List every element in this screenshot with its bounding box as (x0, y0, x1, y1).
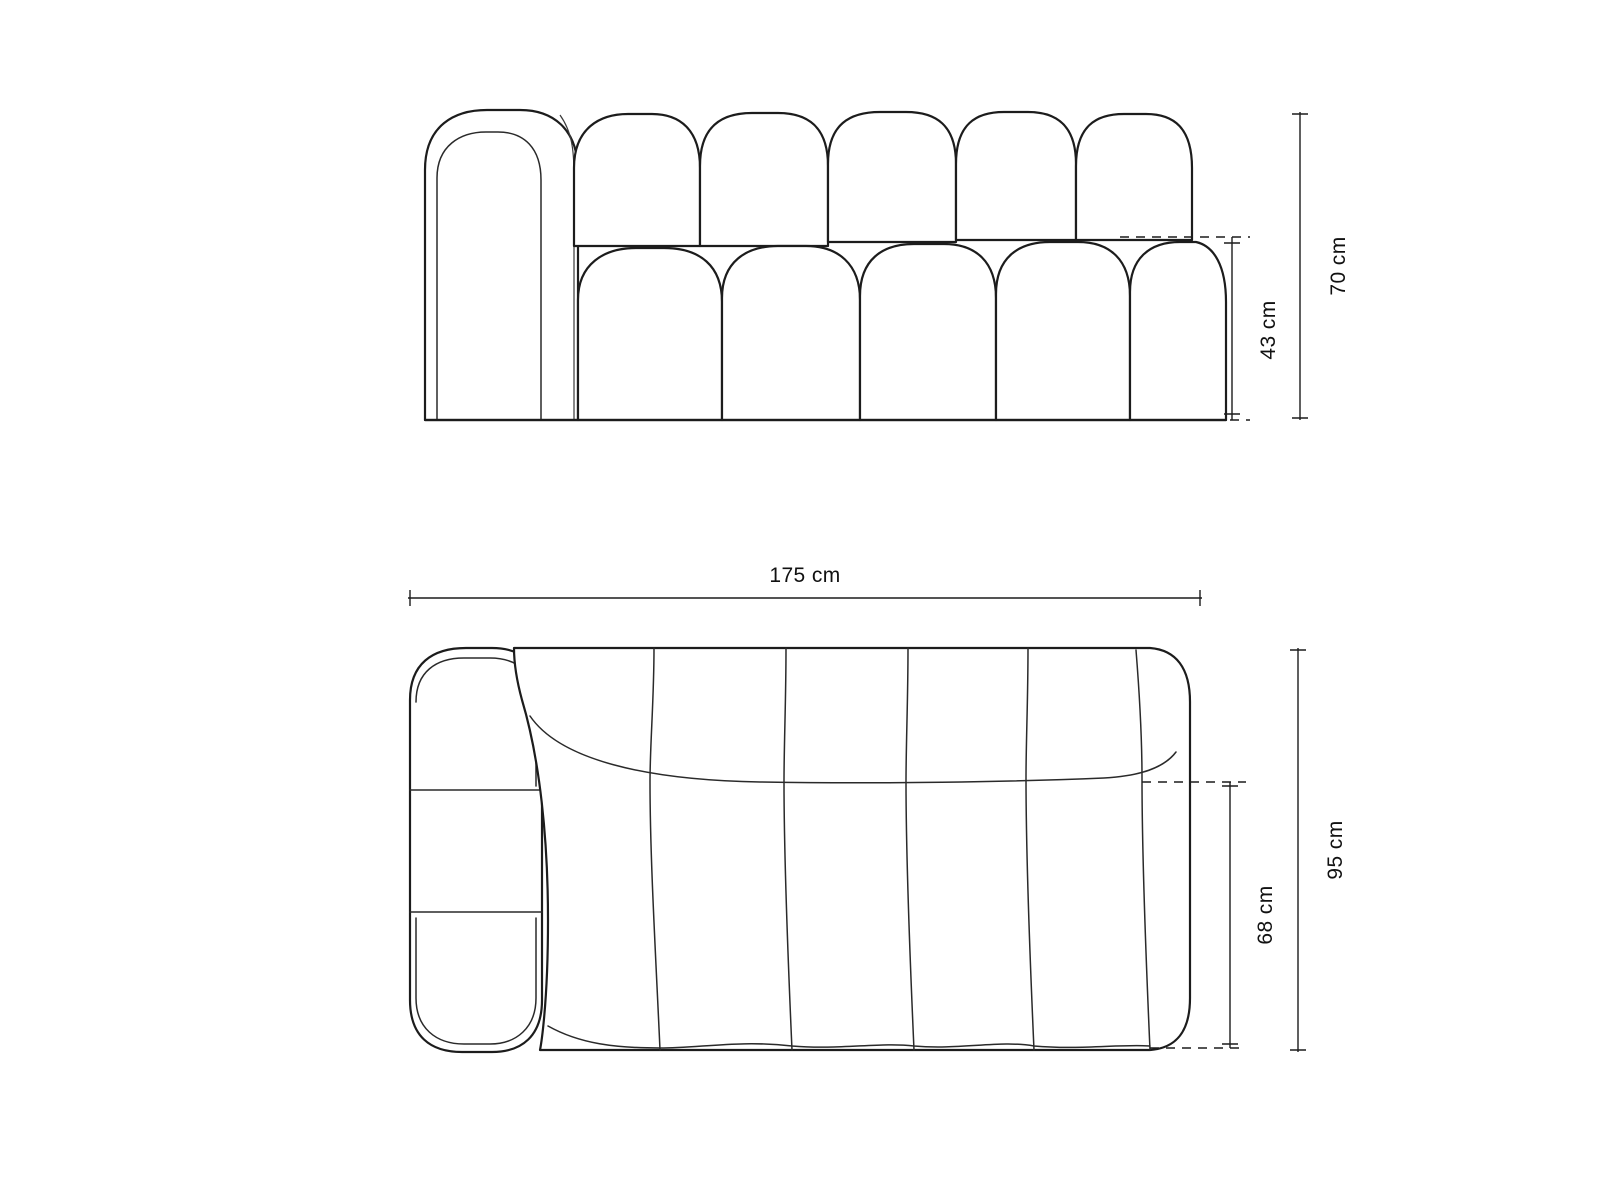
seat-depth-dimension-line (1222, 782, 1238, 1048)
seat-depth-label: 68 cm (1254, 885, 1277, 945)
total-width-dimension-line (408, 590, 1202, 606)
seat-cushion-1 (578, 248, 722, 420)
total-height-dimension-line (1292, 112, 1308, 420)
backrest-bolster-5 (1076, 114, 1192, 240)
total-depth-label: 95 cm (1324, 820, 1347, 880)
seat-cushion-2 (722, 246, 860, 420)
backrest-bolster-1 (574, 114, 700, 246)
total-depth-dimension-line (1290, 648, 1306, 1052)
backrest-bolster-3 (828, 112, 956, 242)
backrest-bolster-2 (700, 113, 828, 246)
armrest-outline (425, 110, 578, 420)
top-plan-view (408, 564, 1347, 1052)
plan-body-outline (514, 648, 1190, 1050)
total-height-label: 70 cm (1327, 236, 1350, 296)
backrest-bolster-4 (956, 112, 1076, 240)
seat-cushion-4 (996, 242, 1130, 420)
total-width-label: 175 cm (769, 564, 841, 587)
plan-armrest-outline (410, 648, 542, 1052)
front-elevation-view (425, 110, 1350, 420)
seat-cushion-5 (1130, 242, 1226, 420)
seat-cushion-3 (860, 244, 996, 420)
seat-height-label: 43 cm (1257, 300, 1280, 360)
